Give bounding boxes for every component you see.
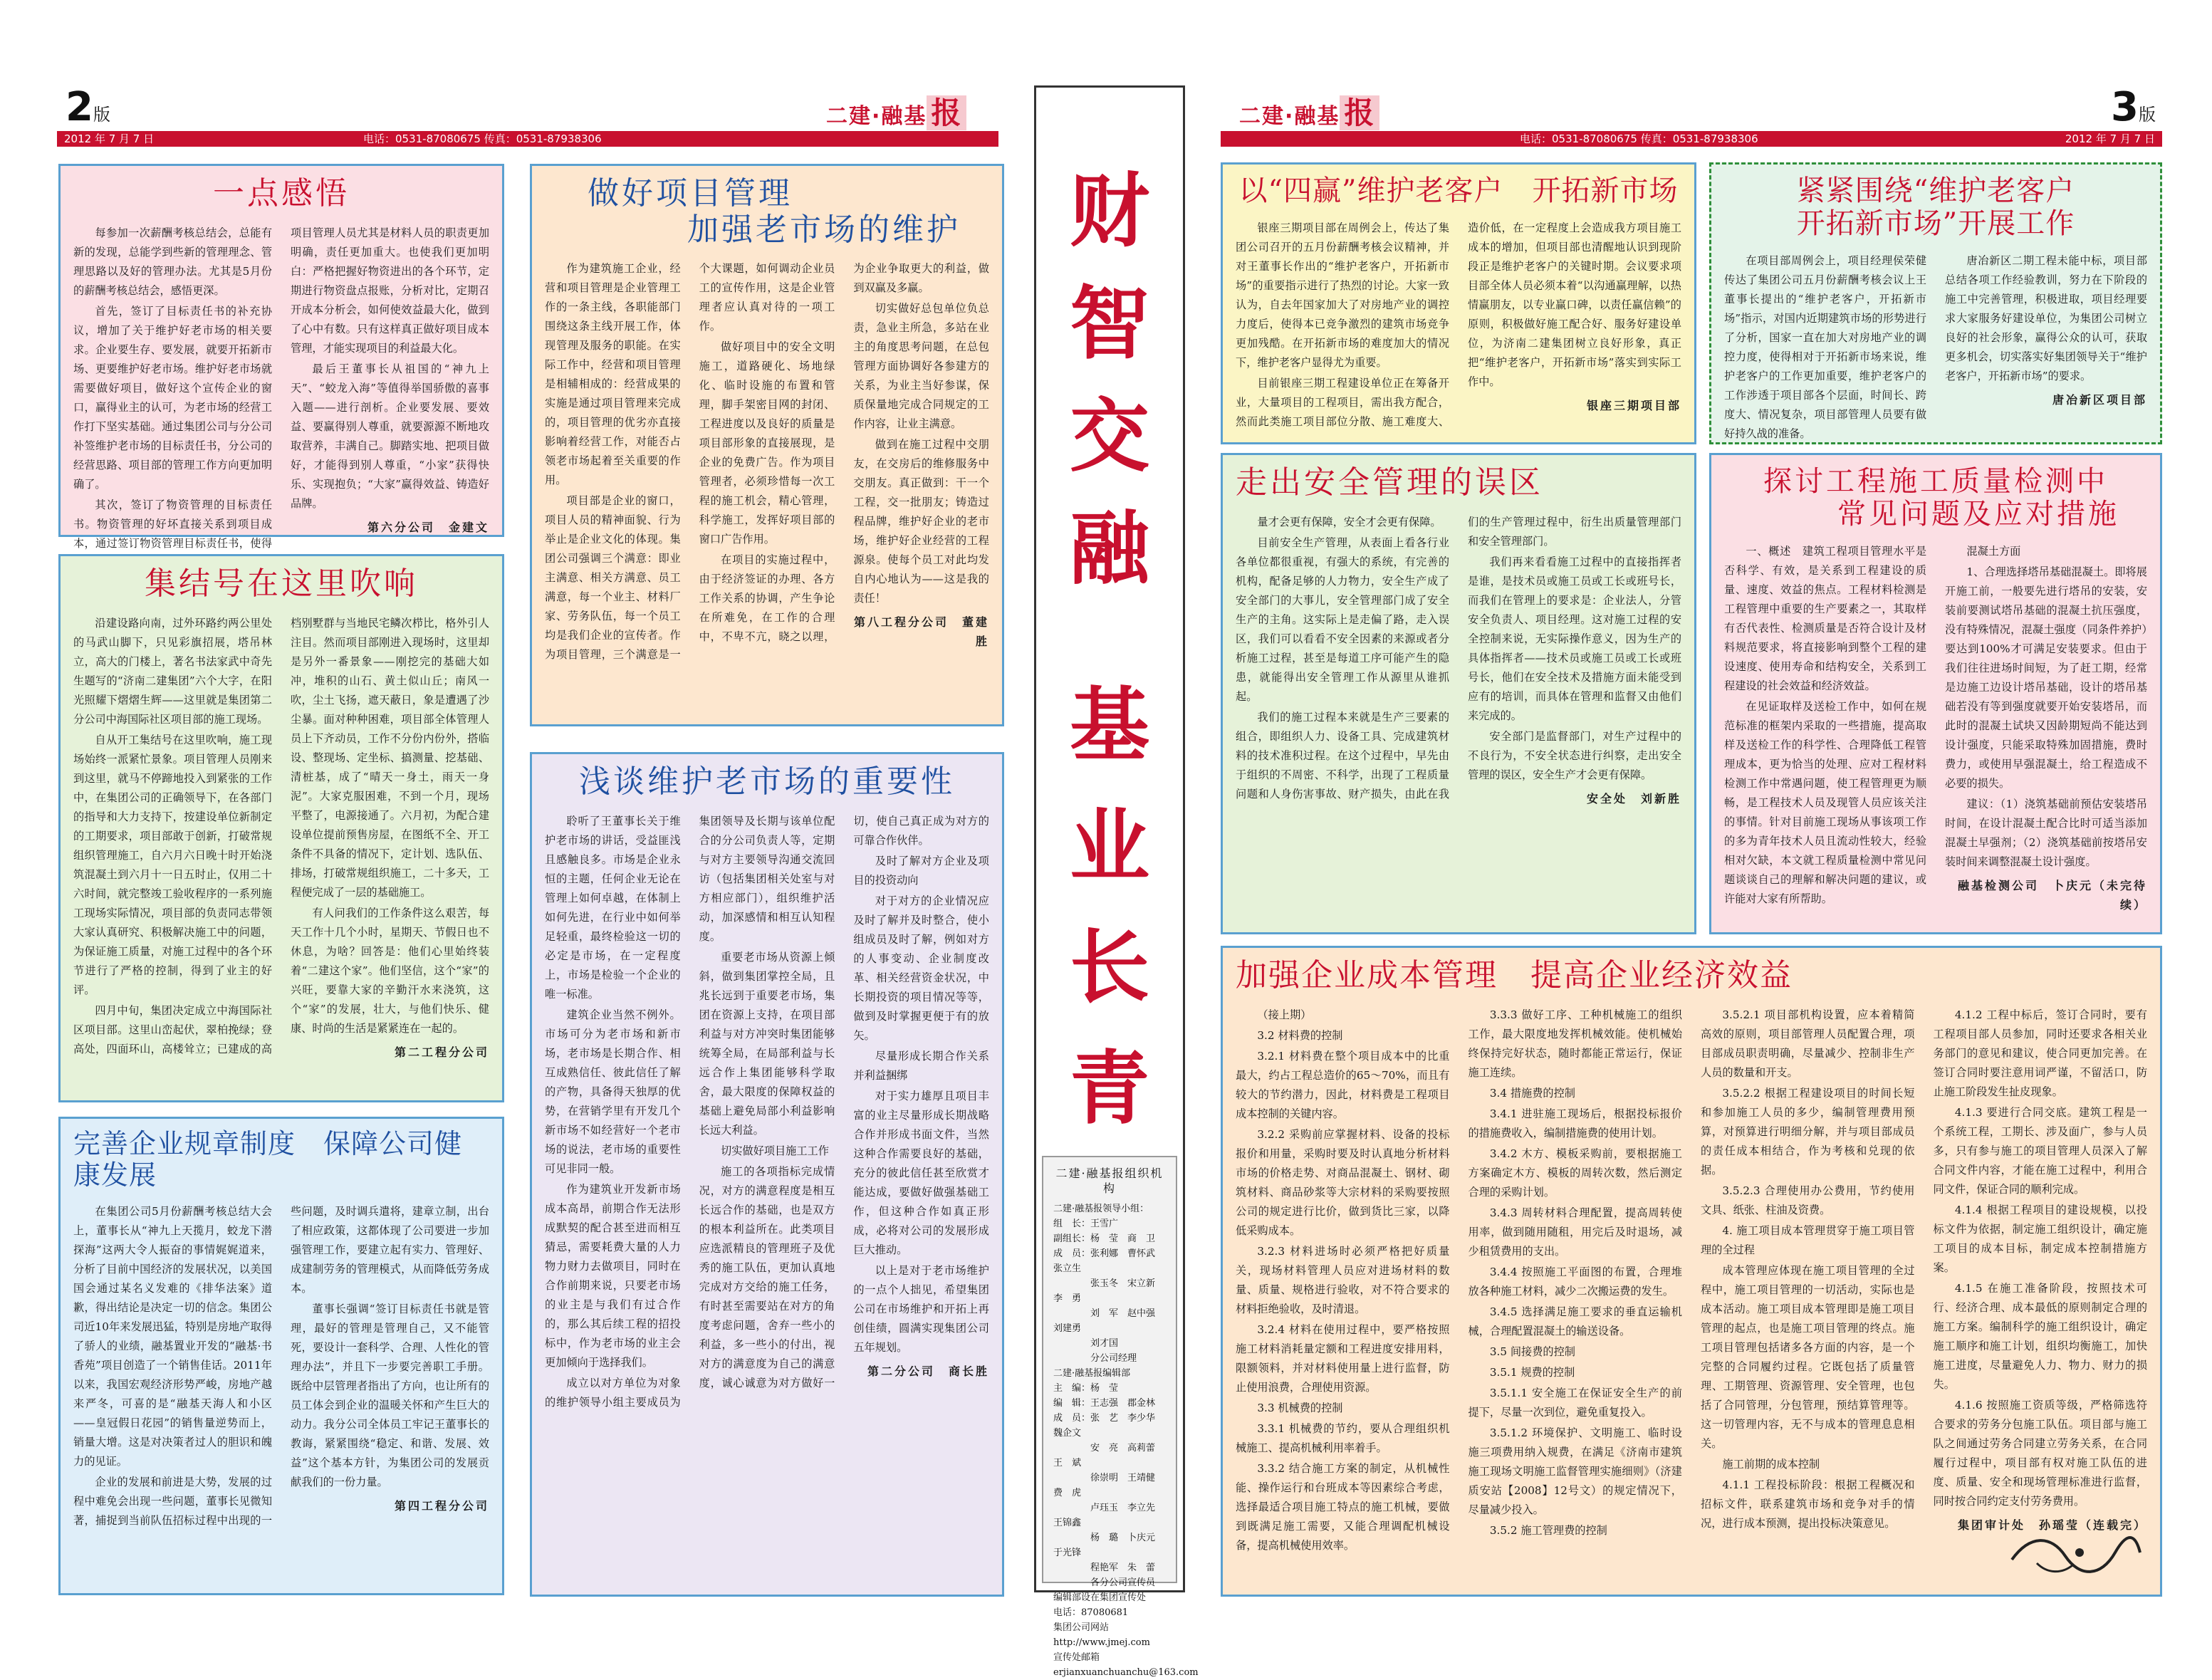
article-paragraph: 每参加一次薪酬考核总结会，总能有新的发现，总能学到些新的管理理念、管理思路以及好的管理办法。尤其是5月份的薪酬考核总结会，感悟更深。 xyxy=(73,226,272,297)
staff-line: erjianxuanchuanchu@163.com xyxy=(1053,1667,1199,1678)
staff-line: 刘 军 赵中强 刘建勇 xyxy=(1053,1308,1165,1334)
article-paragraph: 在集团公司5月份薪酬考核总结大会上，董事长从“神九上天揽月，蛟龙下潜探海”这两大令人振奋的事情娓娓道来，分析了目前中国经济的发展状况，以美国国会通过某名义发难的《排华法案》道歉，得出结论是决定一切的信念。集团公司近10年来发展迅猛，特别是房地产取得了骄人的业绩，融基置业开发的“融基·书香苑”项目创造了一个销售佳话。2011年以来，我国宏观经济形势严峻，房地产越来严冬，可喜的是“融基天海人和小区——皇冠假日花园”的销售量逆势而上，销量大增。这是对决策者过人的胆识和魄力的见证。 xyxy=(73,1205,272,1468)
article-signature: 安全处 刘新胜 xyxy=(1586,791,1681,805)
center-column xyxy=(1034,85,1199,1678)
article-body xyxy=(1236,219,1681,432)
article-qiantan xyxy=(530,752,1004,1597)
article-paragraph: 3.5 间接费的控制 xyxy=(1489,1345,1575,1358)
article-paragraph: 3.4.4 按照施工平面图的布置，合理堆放各种施工材料，减少二次搬运费的发生。 xyxy=(1468,1265,1682,1298)
right-page-suffix: 版 xyxy=(2138,105,2156,125)
article-paragraph: 对于实力雄厚且项目丰富的业主尽量形成长期战略合作并形成书面文件，当然这种合作需要良好的基础，充分的彼此信任甚至欣赏才能达成，要做好做强基础工作，但这种合作如真正形成，必将对公司的发展形成巨大推动。 xyxy=(853,1089,989,1256)
article-paragraph: 重要老市场从资源上倾斜，做到集团掌控全局，且兆长远到于重要老市场，集团在资源上支持，在项目部利益与对方冲突时集团能够统筹全局，在局部利益与长远合作上集团能够科学取舍，最大限度的保障权益的基础上避免局部小利益影响长远大利益。 xyxy=(699,950,835,1137)
article-paragraph: 3.5.2.2 根据工程建设项目的时间长短和参加施工人员的多少，编制管理费用预算，对预算进行明细分解，并与项目部成员的责任成本相结合，作为考核和兑现的依据。 xyxy=(1701,1086,1915,1176)
article-paragraph: 在见证取样及送检工作中，如何在规范标准的框架内采取的一些措施，提高取样及送检工作的科学性、合理降低工程管理成本，更为恰当的处理、应对工程材料检测工作中常遇问题，使工程管理更为顺畅，是工程技术人员及现管人员应该关注的事情。针对目前施工现场从事该项工作的多为青年技术人员且流动性较大，经验相对欠缺，本文就工程质量检测中常见问题谈谈自己的理解和解决问题的建议，或许能对大家有所帮助。 xyxy=(1724,700,1926,905)
article-paragraph: 我们的施工过程本来就是生产三要素的组合，即组织人力、设备工具、完成建筑材料的技术准积过程。在这个过程中，早先由于组织的不周密、不科学，出现了工程质量问题和人身伤害事故、财产损失，由此在我们的生产管理过程中，衍生出质量管理部门和安全管理部门。 xyxy=(1236,515,1681,800)
article-signature: 银座三期项目部 xyxy=(1586,399,1681,412)
article-paragraph: 项目部是企业的窗口，项目人员的精神面貌、行为举止是企业文化的体现。集团公司强调三个满意：即业主满意、相关方满意、员工满意，每一个业主、材料厂家、劳务队伍，每一个员工均是我们企业的宣传者。作为项目管理，三个满意是一个大课题，如何调动企业员工的宣传作用，这是企业管理者应认真对待的一项工作。 xyxy=(545,262,835,662)
right-masthead xyxy=(1239,90,1379,132)
article-paragraph: 最后王董事长从祖国的“神九上天”、“蛟龙入海”等值得举国骄傲的喜事入题——进行剖析。企业要发展、要效益、要赢得别人尊重，就要源源不断地攻取营养，丰满自己。脚踏实地、把项目做好，才能得到别人尊重，“小家”获得快乐、实现抱负；“大家”赢得效益、铸造好品牌。 xyxy=(291,362,489,510)
article-jinjin xyxy=(1709,162,2162,444)
article-title: 加强企业成本管理 提高企业经济效益 xyxy=(1236,957,1793,993)
article-paragraph: 3.5.2.3 合理使用办公费用，节约使用文具、纸张、柱油及资费。 xyxy=(1701,1184,1915,1216)
staff-lines xyxy=(1053,1201,1199,1680)
center-title-char-1: 财 xyxy=(1070,165,1149,258)
article-paragraph: 1、合理选择塔吊基础混凝土。即将展开施工前，一般要先进行塔吊的安装，安装前要测试塔吊基础的混凝土抗压强度，没有特殊情况，混凝土强度（同条件养护）要达到100%才可满足安装要求。但由于我们往往进场时间短，为了赶工期，经常是边施工边设计塔吊基础，设计的塔吊基础若没有等到强度就要开始安装塔吊，而此时的混凝土试块又因龄期短尚不能达到设计强度，只能采取特殊加固措施，费时费力，或使用早强混凝土，给工程造成不必要的损失。 xyxy=(1945,565,2147,790)
article-signature: 集团审计处 孙瑶莹（连载完） xyxy=(1957,1518,2147,1532)
article-body xyxy=(1724,251,2147,444)
article-paragraph: 自从开工集结号在这里吹响，施工现场始终一派紧忙景象。项目管理人员刚来到这里，就马不停蹄地投入到紧张的工作中，在集团公司的正确领导下，在各部门的指导和大力支持下，按建设单位新制定的工期要求，项目部敢于创新，打破常规组织管理施工，自六月六日晚十时开始浇筑混凝土到六月十一日五时止，仅用二十六时间，就完整竣工验收程序的一系列施工现场实际情况，项目部的负责同志带领大家认真研究、积极解决施工中的问题，为保证施工质量，对施工过程中的各个环节进行了严格的控制，得到了业主的好评。 xyxy=(73,733,272,996)
staff-line: 杨 璐 卜庆元 于光锋 xyxy=(1053,1533,1165,1558)
center-title-char-6: 业 xyxy=(1070,800,1149,893)
article-paragraph: 3.2 材料费的控制 xyxy=(1257,1028,1343,1042)
center-title-char-7: 长 xyxy=(1070,921,1149,1014)
staff-title: 二建·融基报组织机构 xyxy=(1055,1167,1164,1195)
staff-line: 编 辑：王志强 郡金林 xyxy=(1053,1398,1156,1409)
article-title-line-2: 开拓新市场”开展工作 xyxy=(1796,207,2075,240)
left-contact: 电话：0531-87080675 传真：0531-87938306 xyxy=(363,132,602,145)
left-masthead-mark: 报 xyxy=(927,95,966,130)
article-paragraph: 建筑企业当然不例外。市场可分为老市场和新市场，老市场是长期合作、相互成熟信任、彼此信任了解的产物，具备得天独厚的优势，在营销学里有开发几个新市场不如经营好一个老市场的说法，老市场的重要性可见非同一般。 xyxy=(545,1008,681,1175)
center-title-char-8: 青 xyxy=(1070,1042,1149,1135)
article-title: 浅谈维护老市场的重要性 xyxy=(579,763,955,800)
article-body xyxy=(1724,542,2147,914)
article-paragraph: 及时了解对方企业及项目的投资动向 xyxy=(853,854,989,887)
article-paragraph: 4.1.4 根据工程项目的建设规模，以投标文件为依据，制定施工组织设计，确定施工项目的成本目标，制定成本控制措施方案。 xyxy=(1933,1203,2147,1274)
article-paragraph: 唐冶新区二期工程未能中标，项目部总结各项工作经验教训，努力在下阶段的施工中完善管理，积极进取，项目经理要求大家服务好建设单位，为集团公司树立良好的社会形象，赢得公众的认可，获取更多机会，切实落实好集团领导关于“维护老客户，开拓新市场”的要求。 xyxy=(1945,254,2147,382)
article-body xyxy=(1236,1006,2147,1555)
staff-line: 程艳军 朱 蕾 xyxy=(1053,1562,1156,1573)
article-paragraph: 3.5.1 规费的控制 xyxy=(1489,1365,1575,1379)
right-header-bar xyxy=(1221,131,2162,147)
article-paragraph: 3.3.1 机械费的节约，要从合理组织机械施工、提高机械利用率着手。 xyxy=(1236,1421,1450,1454)
article-title-line-2: 常见问题及应对措施 xyxy=(1837,498,2119,531)
article-paragraph: （接上期） xyxy=(1257,1008,1312,1021)
article-title-line-2: 加强老市场的维护 xyxy=(687,211,961,248)
article-paragraph: 董事长强调“签订目标责任书就是管理，最好的管理是管理自己，又不能管死，要设计一套科学、合理、人性化的管理办法”，并且下一步要完善职工手册。既给中层管理者指出了方向，也让所有的员工体会到企业的温暖关怀和产生巨大的动力。我分公司全体员工牢记王董事长的教诲，紧紧围绕“稳定、和谐、发展、效益”这个基本方针，为集团公司的发展贡献我们的一份力量。 xyxy=(291,1303,489,1489)
article-paragraph: 做好项目中的安全文明施工，道路硬化、场地绿化、临时设施的布置和管理，脚手架密目网的封闭、工程进度以及良好的质量是项目部形象的直接展现，是企业的免费广告。作为项目管理者，必须珍惜每一次工程的施工机会，精心管理，科学施工，发挥好项目部的窗口广告作用。 xyxy=(699,340,835,546)
article-title: 集结号在这里吹响 xyxy=(145,565,418,602)
article-title: 以“四赢”维护老客户 开拓新市场 xyxy=(1238,174,1679,207)
staff-line: 分公司经理 xyxy=(1053,1353,1137,1364)
article-paragraph: 3.4.2 木方、模板采购前，要根据施工方案确定木方、模板的周转次数，然后测定合理的采购计划。 xyxy=(1468,1147,1682,1199)
right-page-number-value: 3 xyxy=(2111,84,2139,130)
staff-line: 电话：87080681 xyxy=(1053,1607,1129,1618)
article-paragraph: 银座三期项目部在周例会上，传达了集团公司召开的五月份薪酬考核会议精神，并对王董事长作出的“维护老客户，开拓新市场”的重要指示进行了热烈的讨论。大家一致认为，自去年国家加大了对房地产业的调控力度后，使得本已竞争激烈的建筑市场竞争更加残酷。在开拓新市场的难度加大的情况下，维护老客户显得尤为重要。 xyxy=(1236,221,1449,369)
staff-line: 成 员：张利娜 曹怀武 张立生 xyxy=(1053,1248,1165,1274)
article-paragraph: 3.5.1.1 安全施工在保证安全生产的前提下，尽量一次到位，避免重复投入。 xyxy=(1468,1386,1682,1419)
staff-line: 成 员：张 艺 李少华 魏企文 xyxy=(1053,1413,1165,1439)
article-paragraph: 施工前期的成本控制 xyxy=(1722,1457,1820,1471)
article-body xyxy=(73,614,489,1062)
article-wanshan xyxy=(58,1117,504,1595)
article-paragraph: 目前安全生产管理，从表面上看各行业各单位都很重视，有强大的系统，有完善的机构，配备足够的人力物力，安全生产成了安全部门的大事儿，安全管理部门成了安全生产的主角。这实际上是走偏了路，走入误区，我们可以看看不安全因素的来源或者分析施工过程，甚至是每道工序可能产生的隐患，就能得出安全管理工作从源里从谁抓起。 xyxy=(1236,536,1449,703)
staff-line: 副组长：杨 莹 商 卫 xyxy=(1053,1233,1156,1244)
article-paragraph: 我们再来看看施工过程中的直接指挥者是谁，是技术员或施工员或工长或班号长，而我们在管理上的要求是：企业法人，分管安全负责人、项目经理。这对施工过程的安全控制来说，无实际操作意义，因为生产的具体指挥者——技术员或施工员或工长或班号长，他们在安全技术及措施方面未能受到应有的培训，而具体在管理和监督又由他们来完成的。 xyxy=(1468,555,1681,722)
article-zuohao xyxy=(530,164,1004,726)
left-page-number-value: 2 xyxy=(66,84,93,130)
article-paragraph: 3.4.1 进驻施工现场后，根据投标报价的措施费收入，编制措施费的使用计划。 xyxy=(1468,1107,1682,1139)
article-paragraph: 4.1.5 在施工准备阶段，按照技术可行、经济合理、成本最低的原则制定合理的施工方案。编制科学的施工组织设计，确定施工顺序和施工计划，组织均衡施工，加快施工进度，尽量避免人力、物力、财力的损失。 xyxy=(1933,1281,2147,1391)
article-paragraph: 施工的各项指标完成情况，对方的满意程度是相互长远合作的基础，也是双方的根本利益所在。此类项目应选派精良的管理班子及优秀的施工队伍，更加认真地完成对方交给的施工任务，有时甚至需要站在对方的角度考虑问题，舍弃一些小的利益，多一些小的付出，视对方的满意度为自己的满意度，诚心诚意为对方做好一切，使自己真正成为对方的可靠合作伙伴。 xyxy=(699,814,989,1389)
article-body xyxy=(73,1202,489,1530)
article-paragraph: 切实做好总包单位负总责，急业主所急，多站在业主的角度思考问题，在总包管理方面协调好各参建方的关系，为业主当好参谋，保质保量地完成合同规定的工作内容，让业主满意。 xyxy=(853,302,989,431)
article-paragraph: 3.5.2.1 项目部机构设置，应本着精简高效的原则，项目部管理人员配置合理，项目部成员职责明确，尽量减少、控制非生产人员的数量和开支。 xyxy=(1701,1008,1915,1079)
staff-line: 编辑部设在集团宣传处 xyxy=(1053,1592,1147,1603)
staff-line: 各分公司宣传员 xyxy=(1053,1577,1156,1588)
article-paragraph: 尽量形成长期合作关系并利益捆绑 xyxy=(853,1049,989,1082)
article-paragraph: 4.1.2 工程中标后，签订合同时，要有工程项目部人员参加，同时还要求各相关业务部门的意见和建议，使合同更加完善。在签订合同时要注意用词严谨，不留活口，防止施工阶段发生扯皮现象。 xyxy=(1933,1008,2147,1098)
article-paragraph: 4. 施工项目成本管理贯穿于施工项目管理的全过程 xyxy=(1701,1224,1915,1256)
article-paragraph: 安全部门是监督部门，对生产过程中的不良行为，不安全状态进行纠察，走出安全管理的误区，安全生产才会更有保障。 xyxy=(1468,729,1681,781)
article-body xyxy=(545,812,989,1412)
article-signature: 第二工程分公司 xyxy=(394,1045,489,1059)
article-paragraph: 混凝土方面 xyxy=(1966,545,2021,558)
article-paragraph: 3.4.5 选择满足施工要求的垂直运输机械，合理配置混凝土的输送设备。 xyxy=(1468,1305,1682,1337)
article-paragraph: 对于对方的企业情况应及时了解并及时整合，使小组成员及时了解，例如对方的人事变动、企业制度改革、相关经营资金状况，中长期投资的项目情况等等，做到及时掌握更便于有的放矢。 xyxy=(853,894,989,1042)
left-masthead-text: 二建·融基 xyxy=(826,104,927,129)
article-paragraph: 4.1.3 要进行合同交底。建筑工程是一个系统工程，工期长、涉及面广，参与人员多，只有参与施工的项目管理人员深入了解合同文件内容，才能在施工过程中，利用合同文件，保证合同的顺利完成。 xyxy=(1933,1105,2147,1196)
article-title: 一点感悟 xyxy=(213,175,350,212)
article-paragraph: 做到在施工过程中交朋友，在交房后的维修服务中交朋友。真正做到：干一个工程，交一批朋友；铸造过程品牌，维护好企业的老市场，维护好企业经营的工程源泉。使每个员工对此均发自内心地认为——这是我的责任！ xyxy=(853,438,989,605)
article-title-line-1: 紧紧围绕“维护老客户 xyxy=(1796,174,2075,207)
article-paragraph: 以上是对于老市场维护的一点个人拙见，希望集团公司在市场维护和开拓上再创佳绩，圆满实现集团公司五年规划。 xyxy=(853,1263,989,1354)
staff-line: 集团公司网站http://www.jmej.com xyxy=(1053,1622,1150,1648)
article-paragraph: 作为建筑施工企业，经营和项目管理是企业管理工作的一条主线，各职能部门围绕这条主线开展工作，体现管理及服务的职能。在实际工作中，经营和项目管理是相辅相成的：经营成果的实施是通过项目管理来完成的，项目管理的优劣亦直接影响着经营工作，对能否占领老市场起着至关重要的作用。 xyxy=(545,262,681,487)
article-paragraph: 在项目的实施过程中，由于经济签证的办理、各方工作关系的协调，产生争论在所难免，在工作的合理中，不卑不亢，晓之以理，为企业争取更大的利益，做到双赢及多赢。 xyxy=(699,262,989,644)
ornament-icon xyxy=(2008,1531,2144,1581)
staff-line: 二建·融基报领导小组： xyxy=(1053,1204,1149,1214)
left-page-suffix: 版 xyxy=(93,105,110,125)
article-jiaqiang xyxy=(1221,946,2162,1597)
article-title: 完善企业规章制度 保障公司健康发展 xyxy=(73,1129,489,1191)
article-paragraph: 3.4 措施费的控制 xyxy=(1489,1086,1575,1100)
article-signature: 第二分公司 商长胜 xyxy=(867,1364,989,1378)
article-paragraph: 成立以对方单位为对象的维护领导小组主要成员为集团领导及长期与该单位配合的分公司负责人等，定期与对方主要领导沟通交流回访（包括集团相关处室与对方相应部门），组织维护活动，加深感情和相互认知程度。 xyxy=(545,814,835,1409)
article-paragraph: 首先，签订了目标责任书的补充协议，增加了关于维护好老市场的相关要求。企业要生存、要发展，就要开拓新市场、更要维护好老市场。维护好老市场就需要做好项目，做好这个宣传企业的窗口，赢得业主的认可，为老市场的经营工作打下坚实基础。通过集团公司与分公司补签维护老市场的目标责任书，分公司的经营思路、项目部的管理工作方向更加明确了。 xyxy=(73,304,272,491)
article-paragraph: 聆听了王董事长关于维护老市场的讲话，受益匪浅且感触良多。市场是企业永恒的主题，任何企业无论在管理上如何卓越，在体制上如何先进，在行业中如何举足轻重，最终检验这一切的必定是市场，在一定程度上，市场是检验一个企业的唯一标准。 xyxy=(545,814,681,1001)
article-signature: 第四工程分公司 xyxy=(394,1499,489,1513)
right-contact: 电话：0531-87080675 传真：0531-87938306 xyxy=(1520,132,1758,145)
article-title: 走出安全管理的误区 xyxy=(1236,464,1543,501)
article-paragraph: 3.4.3 周转材料合理配置，提高周转使用率，做到随用随租，用完后及时退场，减少租赁费用的支出。 xyxy=(1468,1206,1682,1258)
article-paragraph: 切实做好项目施工工作 xyxy=(721,1144,829,1157)
article-paragraph: 沿建设路向南，过外环路约两公里处的马武山脚下，只见彩旗招展，塔吊林立，高大的门楼上，著名书法家武中奇先生题写的“济南二建集团”六个大字，在阳光照耀下熠熠生辉——这里就是集团第二分公司中海国际社区项目部的施工现场。 xyxy=(73,616,272,726)
article-paragraph: 3.2.2 采购前应掌握材料、设备的投标报价和用量，采购时要及时认真地分析材料市场的价格走势、对商品混凝土、钢材、砌筑材料、商品砂浆等大宗材料的采购要按照公司的规定进行比价，做到货比三家，以降低采购成本。 xyxy=(1236,1127,1450,1237)
staff-line: 宣传处邮箱 xyxy=(1053,1652,1100,1663)
center-title-char-5: 基 xyxy=(1070,679,1149,772)
article-title-line-1: 探讨工程施工质量检测中 xyxy=(1763,465,2108,498)
staff-line: 主 编：杨 莹 xyxy=(1053,1383,1119,1394)
article-body xyxy=(1236,513,1681,808)
article-tantao xyxy=(1709,453,2162,934)
article-paragraph: 3.5.2 施工管理费的控制 xyxy=(1489,1523,1607,1537)
right-masthead-mark: 报 xyxy=(1340,95,1379,130)
article-paragraph: 3.2.3 材料进场时必须严格把好质量关，现场材料管理人员应对进场材料的数量、质量、规格进行验收，对不符合要求的材料拒绝验收，及时清退。 xyxy=(1236,1244,1450,1315)
staff-line: 刘才国 xyxy=(1053,1338,1119,1349)
staff-line: 徐崇明 王靖健 费 虎 xyxy=(1053,1473,1165,1498)
article-paragraph: 作为建筑业开发新市场成本高昂，前期合作无法形成默契的配合甚至进而相互猜忌，需要耗费大量的人力物力财力去做项目，同时在合作前期来说，只要老市场的业主是与我们有过合作的，那么其后续工程的招投标中，作为老市场的业主会更加倾向于选择我们。 xyxy=(545,1182,681,1369)
article-paragraph: 其次，签订了物资管理的目标责任书。物资管理的好坏直接关系到项目成本，通过签订物资管理目标责任书，使得项目管理人员尤其是材料人员的职责更加明确，责任更加重大。也使我们更加明白：严格把握好物资进出的各个环节，定期进行物资盘点报账，分析对比，定期召开成本分析会，如何使效益最大化，做到了心中有数。只有这样真正做好项目成本管理，才能实现项目的利益最大化。 xyxy=(73,226,489,550)
article-siying xyxy=(1221,162,1696,444)
article-yidian xyxy=(58,164,504,550)
article-paragraph: 3.3.3 做好工序、工种机械施工的组织工作，最大限度地发挥机械效能。使机械始终保持完好状态，随时都能正常运行，保证施工连续。 xyxy=(1468,1008,1682,1079)
article-anquan xyxy=(1221,453,1696,934)
article-paragraph: 3.3 机械费的控制 xyxy=(1257,1401,1343,1414)
article-paragraph: 企业的发展和前进是大势，发展的过程中难免会出现一些问题，董事长见微知著，捕捉到当前队伍招标过程中出现的一些问题，及时调兵遣将，建章立制，出台了相应政策，这都体现了公司要进一步加强管理工作，要建立起有实力、管理好、成建制劳务的管理模式，从而降低劳务成本。 xyxy=(73,1205,489,1528)
right-page-number xyxy=(2111,84,2156,130)
article-paragraph: 3.5.1.2 环境保护、文明施工、临时设施三项费用纳入规费，在满足《济南市建筑施工现场文明施工监督管理实施细则》（济建质安站【2008】12号文）的规定情况下，尽量减少投入。 xyxy=(1468,1426,1682,1516)
article-body xyxy=(545,259,989,664)
article-signature: 唐冶新区项目部 xyxy=(2052,393,2147,407)
article-signature: 第八工程分公司 董建胜 xyxy=(853,615,989,649)
staff-line: 组 长：王雪广 xyxy=(1053,1219,1119,1229)
staff-line: 卢珏玉 李立先 王锦鑫 xyxy=(1053,1503,1165,1528)
article-paragraph: 有人问我们的工作条件这么艰苦，每天工作十几个小时，星期天、节假日也不休息，为啥？回答是：他们心里始终装着“二建这个家”。他们坚信，这个“家”的兴旺，要靠大家的辛勤汗水来浇筑，这个“家”的发展，壮大，与他们快乐、健康、时尚的生活是紧紧连在一起的。 xyxy=(291,906,489,1035)
staff-line: 安 亮 高莉蕾 王 斌 xyxy=(1053,1443,1165,1468)
left-header-bar xyxy=(57,131,998,147)
article-signature: 第六分公司 金建文 xyxy=(367,520,489,534)
left-date: 2012 年 7 月 7 日 xyxy=(64,132,155,145)
staff-line: 二建·融基报编辑部 xyxy=(1053,1368,1131,1379)
article-jijiehao xyxy=(58,554,504,1102)
article-paragraph: 目前银座三期工程建设单位正在筹备开业，大量项目的工程项目，需出我方配合，然而此类施工项目部位分散、施工难度大、造价低，在一定程度上会造成我方项目施工成本的增加，但项目部也清醒地认识到现阶段正是维护老客户的关键时期。会议要求项目部全体人员必须本着“以沟通赢理解，以热情赢朋友，以专业赢口碑，以责任赢信赖”的原则，积极做好施工配合好、服务好建设单位，为济南二建集团树立良好形象，真正把“维护老客户，开拓新市场”落实到实际工作中。 xyxy=(1236,221,1681,428)
left-masthead xyxy=(826,90,966,132)
article-paragraph: 在项目部周例会上，项目经理侯荣健传达了集团公司五月份薪酬考核会议上王董事长提出的“维护老客户，开拓新市场”指示，对国内近期建筑市场的形势进行了分析，国家一直在加大对房地产业的调控力度，使得相对于开拓新市场来说，维护老客户的工作更加重要，维护老客户的工作涉透于项目部各个层面，时间长、跨度大、情况复杂，项目部管理人员要有做好持久战的准备。 xyxy=(1724,254,1926,440)
article-paragraph: 量才会更有保障，安全才会更有保障。 xyxy=(1257,515,1441,528)
staff-box xyxy=(1042,1156,1199,1678)
center-title-char-3: 交 xyxy=(1070,390,1149,483)
article-paragraph: 建议：（1）浇筑基础前预估安装塔吊时间，在设计混凝土配合比时可适当添加混凝土早强剂；（2）浇筑基础前按塔吊安装时间来调整混凝土设计强度。 xyxy=(1945,798,2147,868)
center-title-char-2: 智 xyxy=(1070,277,1149,370)
article-body xyxy=(73,224,489,553)
article-signature: 融基检测公司 卜庆元（未完待续） xyxy=(1957,879,2147,912)
left-page-number xyxy=(66,84,110,130)
article-paragraph: 四月中旬，集团决定成立中海国际社区项目部。这里山峦起伏，翠柏挽绿；登高处，四面环山，高楼耸立；已建成的高档别墅群与当地民宅鳞次栉比，格外引人注目。然而项目部刚进入现场时，这里却是另外一番景象——刚挖完的基础大如冲，堆积的山石、黄土似山丘；南风一吹，尘土飞扬，遮天蔽日，象是遭遇了沙尘暴。面对种种困难，项目部全体管理人员上下齐动员，工作不分份内份外，搭临设、整现场、定坐标、搞测量、挖基础、清桩基，成了“晴天一身土，雨天一身泥”。大家克服困难，不到一个月，现场平整了，电源接通了。六月初，为配合建设单位提前预售房屋，在图纸不全、开工条件不具备的情况下，定计划、选队伍、排场，打破常规组织施工，二十多天，工程便完成了一层的基础施工。 xyxy=(73,616,489,1055)
article-title-line-1: 做好项目管理 xyxy=(588,175,793,212)
article-paragraph: 3.2.1 材料费在整个项目成本中的比重最大，约占工程总造价的65～70%，而且有较大的节约潜力，因此，材料费是工程项目成本控制的关键内容。 xyxy=(1236,1049,1450,1120)
staff-line: 张玉冬 宋立新 李 勇 xyxy=(1053,1278,1165,1304)
article-paragraph: 4.1.1 工程投标阶段：根据工程概况和招标文件，联系建筑市场和竞争对手的情况，进行成本预测，提出投标决策意见。 xyxy=(1701,1478,1915,1530)
center-title-char-4: 融 xyxy=(1070,502,1149,595)
article-paragraph: 3.3.2 结合施工方案的制定，从机械性能、操作运行和台班成本等因素综合考虑，选择最适合项目施工特点的施工机械，要做到既满足施工需要，又能合理调配机械设备，提高机械使用效率。 xyxy=(1236,1461,1450,1552)
article-paragraph: 成本管理应体现在施工项目管理的全过程中，施工项目管理的一切活动，实际也是成本活动。施工项目成本管理即是施工项目管理的起点，也是施工项目管理的终点。施工项目管理包括诸多各方面的内容，是一个完整的合同履约过程。它既包括了质量管理、工期管理、资源管理、安全管理，也包括了合同管理，分包管理，预结算管理等。这一切管理内容，无不与成本的管理息息相关。 xyxy=(1701,1263,1915,1450)
article-paragraph: 4.1.6 按照施工资质等级，严格筛选符合要求的劳务分包施工队伍。项目部与施工队之间通过劳务合同建立劳务关系，在合同履行过程中，项目部有权对施工队伍的进度、质量、安全和现场管理标准进行监督，同时按合同约定支付劳务费用。 xyxy=(1933,1398,2147,1508)
right-masthead-text: 二建·融基 xyxy=(1239,104,1340,129)
article-paragraph: 3.2.4 材料在使用过程中，要严格按照施工材料消耗量定额和工程进度安排用料，限额领料，并对材料使用量上进行监督，防止使用浪费，合理使用资源。 xyxy=(1236,1322,1450,1394)
right-date: 2012 年 7 月 7 日 xyxy=(2065,132,2155,145)
article-paragraph: 一、概述 建筑工程项目管理水平是否科学、有效，是关系到工程建设的质量、速度、效益的焦点。工程材料检测是工程管理中重要的生产要素之一，其取样有否代表性、检测质量是否符合设计及材料规范要求，将直接影响到整个工程的建设速度、使用寿命和结构安全，关系到工程建设的社会效益和经济效益。 xyxy=(1724,545,1926,692)
